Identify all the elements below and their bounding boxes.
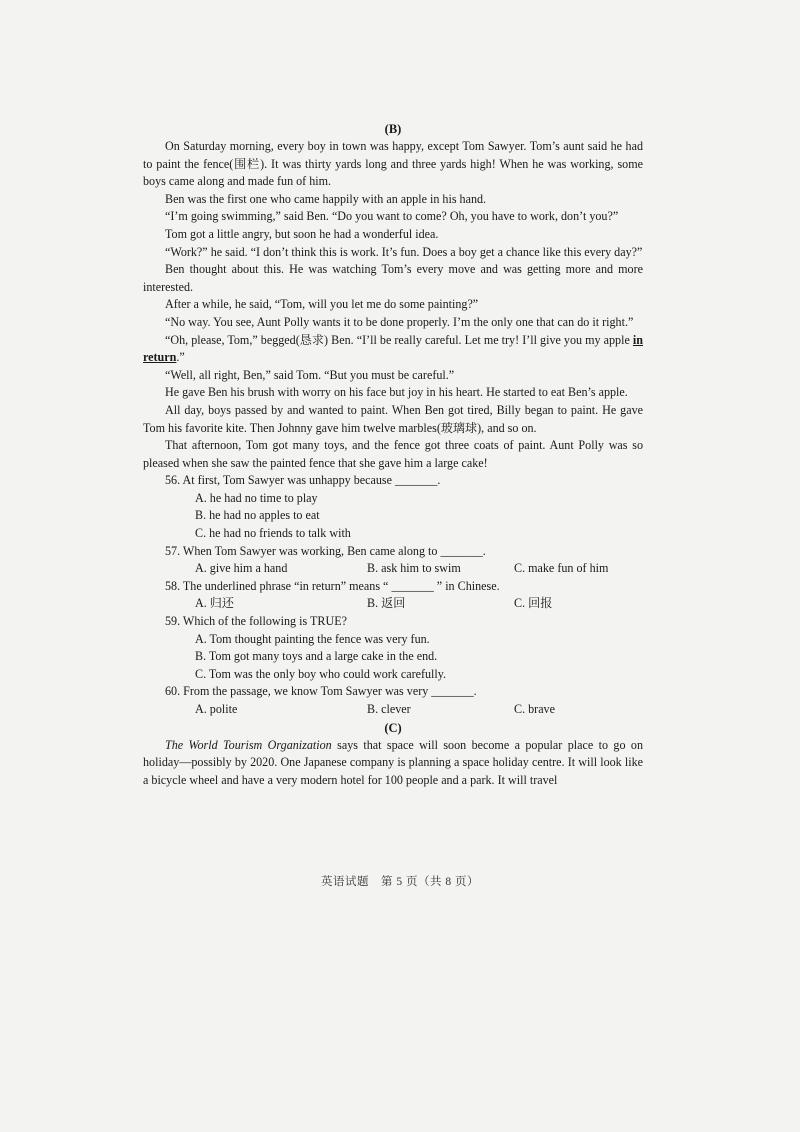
option-a: A. he had no time to play: [195, 490, 318, 505]
question-59: 59. Which of the following is TRUE?: [165, 614, 347, 629]
option-b: B. he had no apples to eat: [195, 508, 320, 523]
section-b-heading: (B): [384, 122, 402, 136]
option-c: C. brave: [514, 702, 555, 716]
passage-paragraph: “I’m going swimming,” said Ben. “Do you want to come? Oh, you have to work, don’t you?”: [165, 209, 619, 224]
passage-paragraph: [143, 737, 643, 790]
section-c-heading: (C): [384, 720, 402, 735]
option-a: A. polite: [195, 702, 238, 716]
passage-paragraph: “No way. You see, Aunt Polly wants it to be done properly. I’m the only one that can do it right.”: [165, 314, 634, 329]
organization-name: The World Tourism Organization: [165, 737, 332, 752]
passage-paragraph: Ben was the first one who came happily with an apple in his hand.: [165, 191, 487, 206]
passage-paragraph: [143, 332, 643, 367]
passage-paragraph: That afternoon, Tom got many toys, and the fence got three coats of paint. Aunt Polly was so pleased when she saw the painted fence that she gave him a large cake!: [143, 438, 643, 470]
option-b: B. Tom got many toys and a large cake in the end.: [195, 649, 438, 664]
passage-paragraph: After a while, he said, “Tom, will you let me do some painting?”: [165, 297, 479, 312]
option-b: B. clever: [367, 702, 411, 716]
question-60: 60. From the passage, we know Tom Sawyer was very _______.: [165, 684, 477, 699]
option-c: C. Tom was the only boy who could work carefully.: [195, 666, 447, 681]
option-c: C. 回报: [514, 596, 553, 611]
passage-paragraph: On Saturday morning, every boy in town was happy, except Tom Sawyer. Tom’s aunt said he had to paint the fence(围栏). It was thirty yards long and three yards high! When he was working, some boys came along and made fun of him.: [143, 139, 643, 189]
question-56: 56. At first, Tom Sawyer was unhappy because _______.: [165, 473, 441, 488]
option-a: A. give him a hand: [195, 561, 288, 576]
passage-paragraph: Tom got a little angry, but soon he had a wonderful idea.: [165, 226, 439, 241]
passage-paragraph: Ben thought about this. He was watching Tom’s every move and was getting more and more interested.: [143, 262, 643, 294]
passage-paragraph: He gave Ben his brush with worry on his face but joy in his heart. He started to eat Ben’s apple.: [165, 385, 628, 400]
text-fragment: says that space will soon become a popular place to go on holiday—possibly by 2020. One Japanese company is planning a space holiday centre. It will look like a bicycle wheel and have a very modern hotel for 100 people and a park. It will travel: [143, 737, 644, 787]
option-c: C. he had no friends to talk with: [195, 526, 351, 541]
option-b: B. ask him to swim: [367, 561, 461, 576]
option-b: B. 返回: [367, 596, 406, 611]
option-a: A. Tom thought painting the fence was very fun.: [195, 631, 430, 646]
passage-paragraph: “Well, all right, Ben,” said Tom. “But you must be careful.”: [165, 367, 455, 382]
passage-paragraph: “Work?” he said. “I don’t think this is work. It’s fun. Does a boy get a chance like this every day?”: [165, 244, 643, 259]
option-a: A. 归还: [195, 596, 234, 611]
page-content: [143, 120, 643, 789]
options-row: [143, 595, 643, 613]
question-57: 57. When Tom Sawyer was working, Ben came along to _______.: [165, 543, 486, 558]
options-row: [143, 560, 643, 578]
question-58: 58. The underlined phrase “in return” means “ _______ ” in Chinese.: [165, 578, 500, 593]
option-c: C. make fun of him: [514, 561, 609, 576]
page-footer: 英语试题 第 5 页（共 8 页）: [321, 876, 479, 888]
options-row: [143, 701, 643, 719]
passage-paragraph: All day, boys passed by and wanted to paint. When Ben got tired, Billy began to paint. He gave Tom his favorite kite. Then Johnny gave him twelve marbles(玻璃球), and so on.: [143, 402, 643, 435]
underlined-phrase: in return: [143, 332, 643, 365]
text-fragment: “Oh, please, Tom,” begged(恳求) Ben. “I’ll be really careful. Let me try! I’ll give you my apple: [165, 332, 633, 347]
text-fragment: .”: [176, 350, 185, 365]
